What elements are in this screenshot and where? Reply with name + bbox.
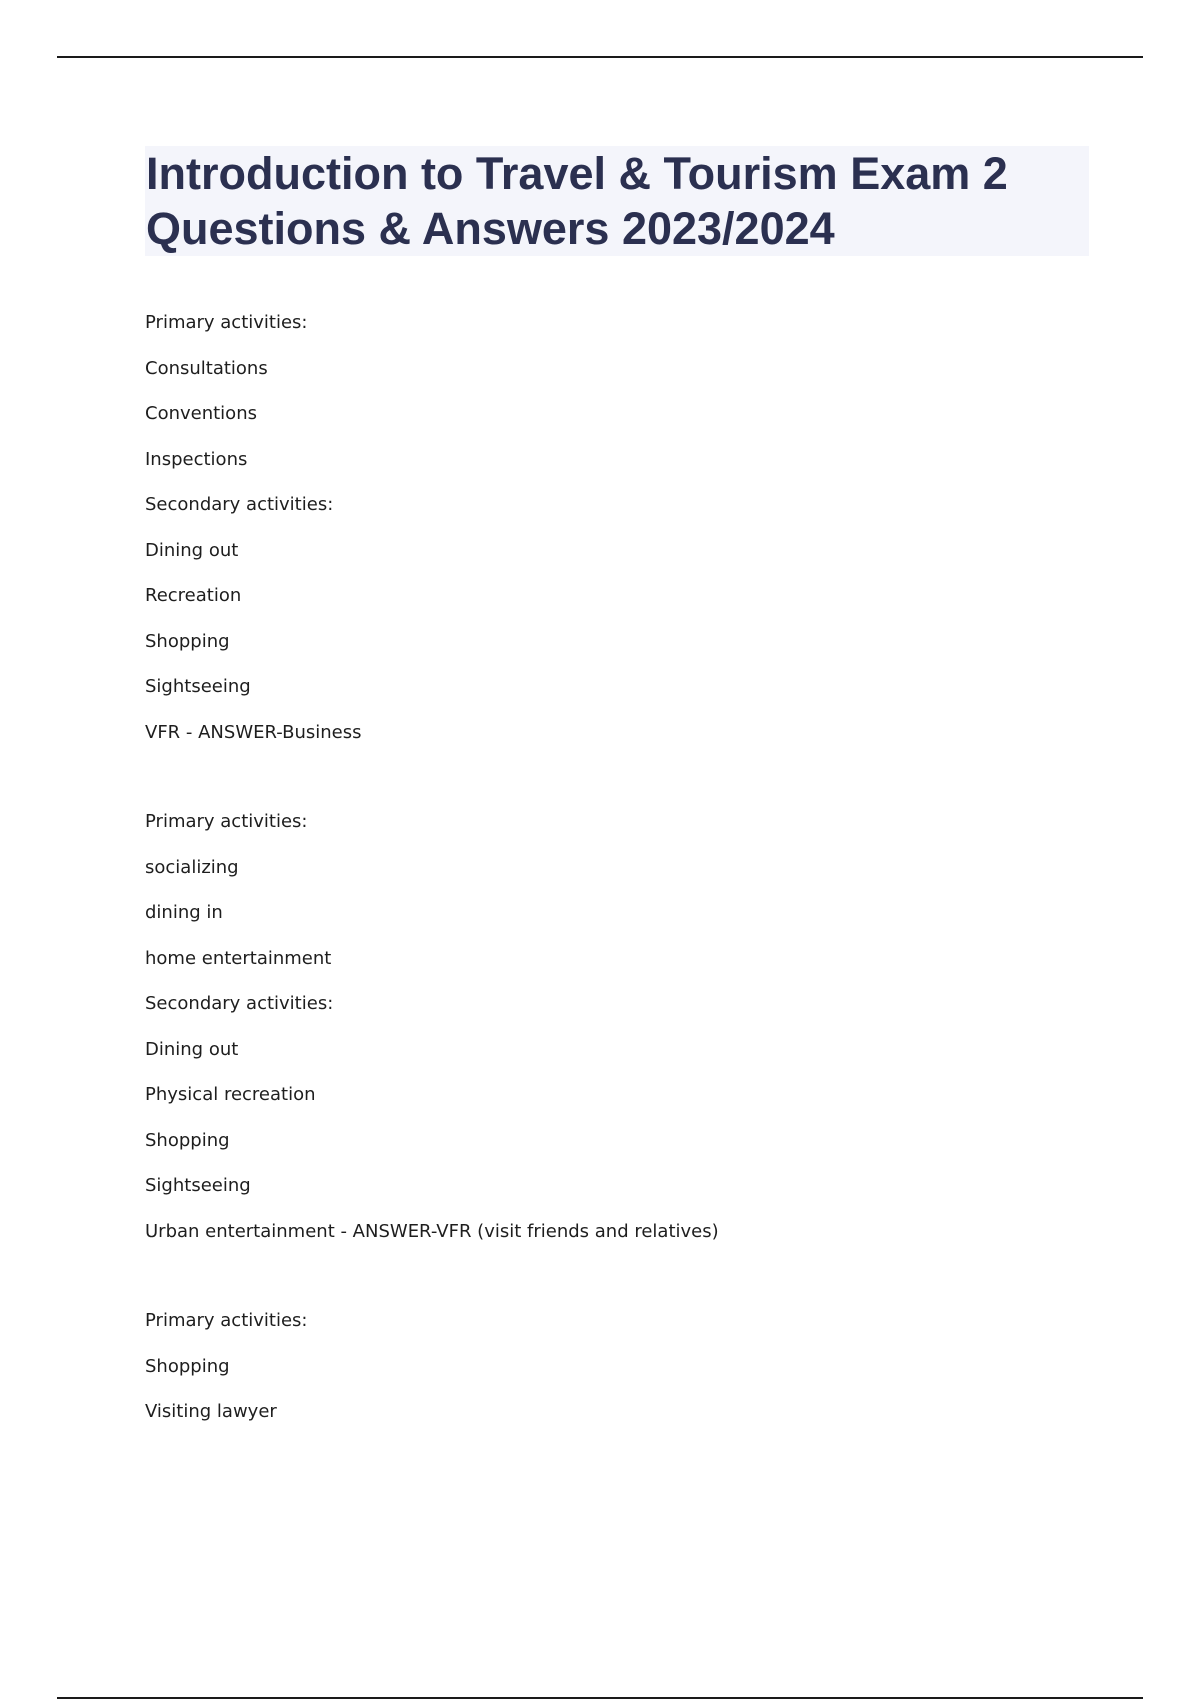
bottom-rule	[57, 1697, 1143, 1699]
qa-line: Primary activities:	[145, 1310, 308, 1331]
qa-line: Primary activities:	[145, 312, 308, 333]
qa-line: Shopping	[145, 630, 230, 652]
qa-line: Recreation	[145, 585, 242, 606]
qa-line: Inspections	[145, 448, 248, 470]
qa-line: Conventions	[145, 403, 257, 424]
document-title: Introduction to Travel & Tourism Exam 2 Questions & Answers 2023/2024	[146, 148, 1008, 254]
qa-block-3	[145, 1298, 1085, 1435]
qa-line: Shopping	[145, 1129, 230, 1151]
qa-line: Sightseeing	[145, 1175, 251, 1196]
qa-line: socializing	[145, 856, 239, 878]
qa-line: Secondary activities:	[145, 494, 334, 515]
qa-line: Primary activities:	[145, 811, 308, 832]
title-banner	[145, 146, 1089, 256]
qa-line: Sightseeing	[145, 676, 251, 697]
qa-line: Consultations	[145, 357, 268, 379]
qa-line: home entertainment	[145, 947, 332, 969]
qa-answer-line: Urban entertainment - ANSWER-VFR (visit friends and relatives)	[145, 1220, 719, 1242]
qa-line: Dining out	[145, 539, 239, 561]
qa-line: Physical recreation	[145, 1084, 316, 1105]
qa-line: Visiting lawyer	[145, 1401, 277, 1422]
top-rule	[57, 56, 1143, 58]
qa-line: Secondary activities:	[145, 993, 334, 1014]
qa-line: dining in	[145, 902, 223, 923]
qa-answer-line: VFR - ANSWER-Business	[145, 721, 362, 743]
qa-block-2	[145, 799, 1085, 1254]
qa-block-1	[145, 300, 1085, 755]
qa-line: Dining out	[145, 1038, 239, 1060]
qa-content	[145, 300, 1085, 1479]
qa-line: Shopping	[145, 1355, 230, 1377]
